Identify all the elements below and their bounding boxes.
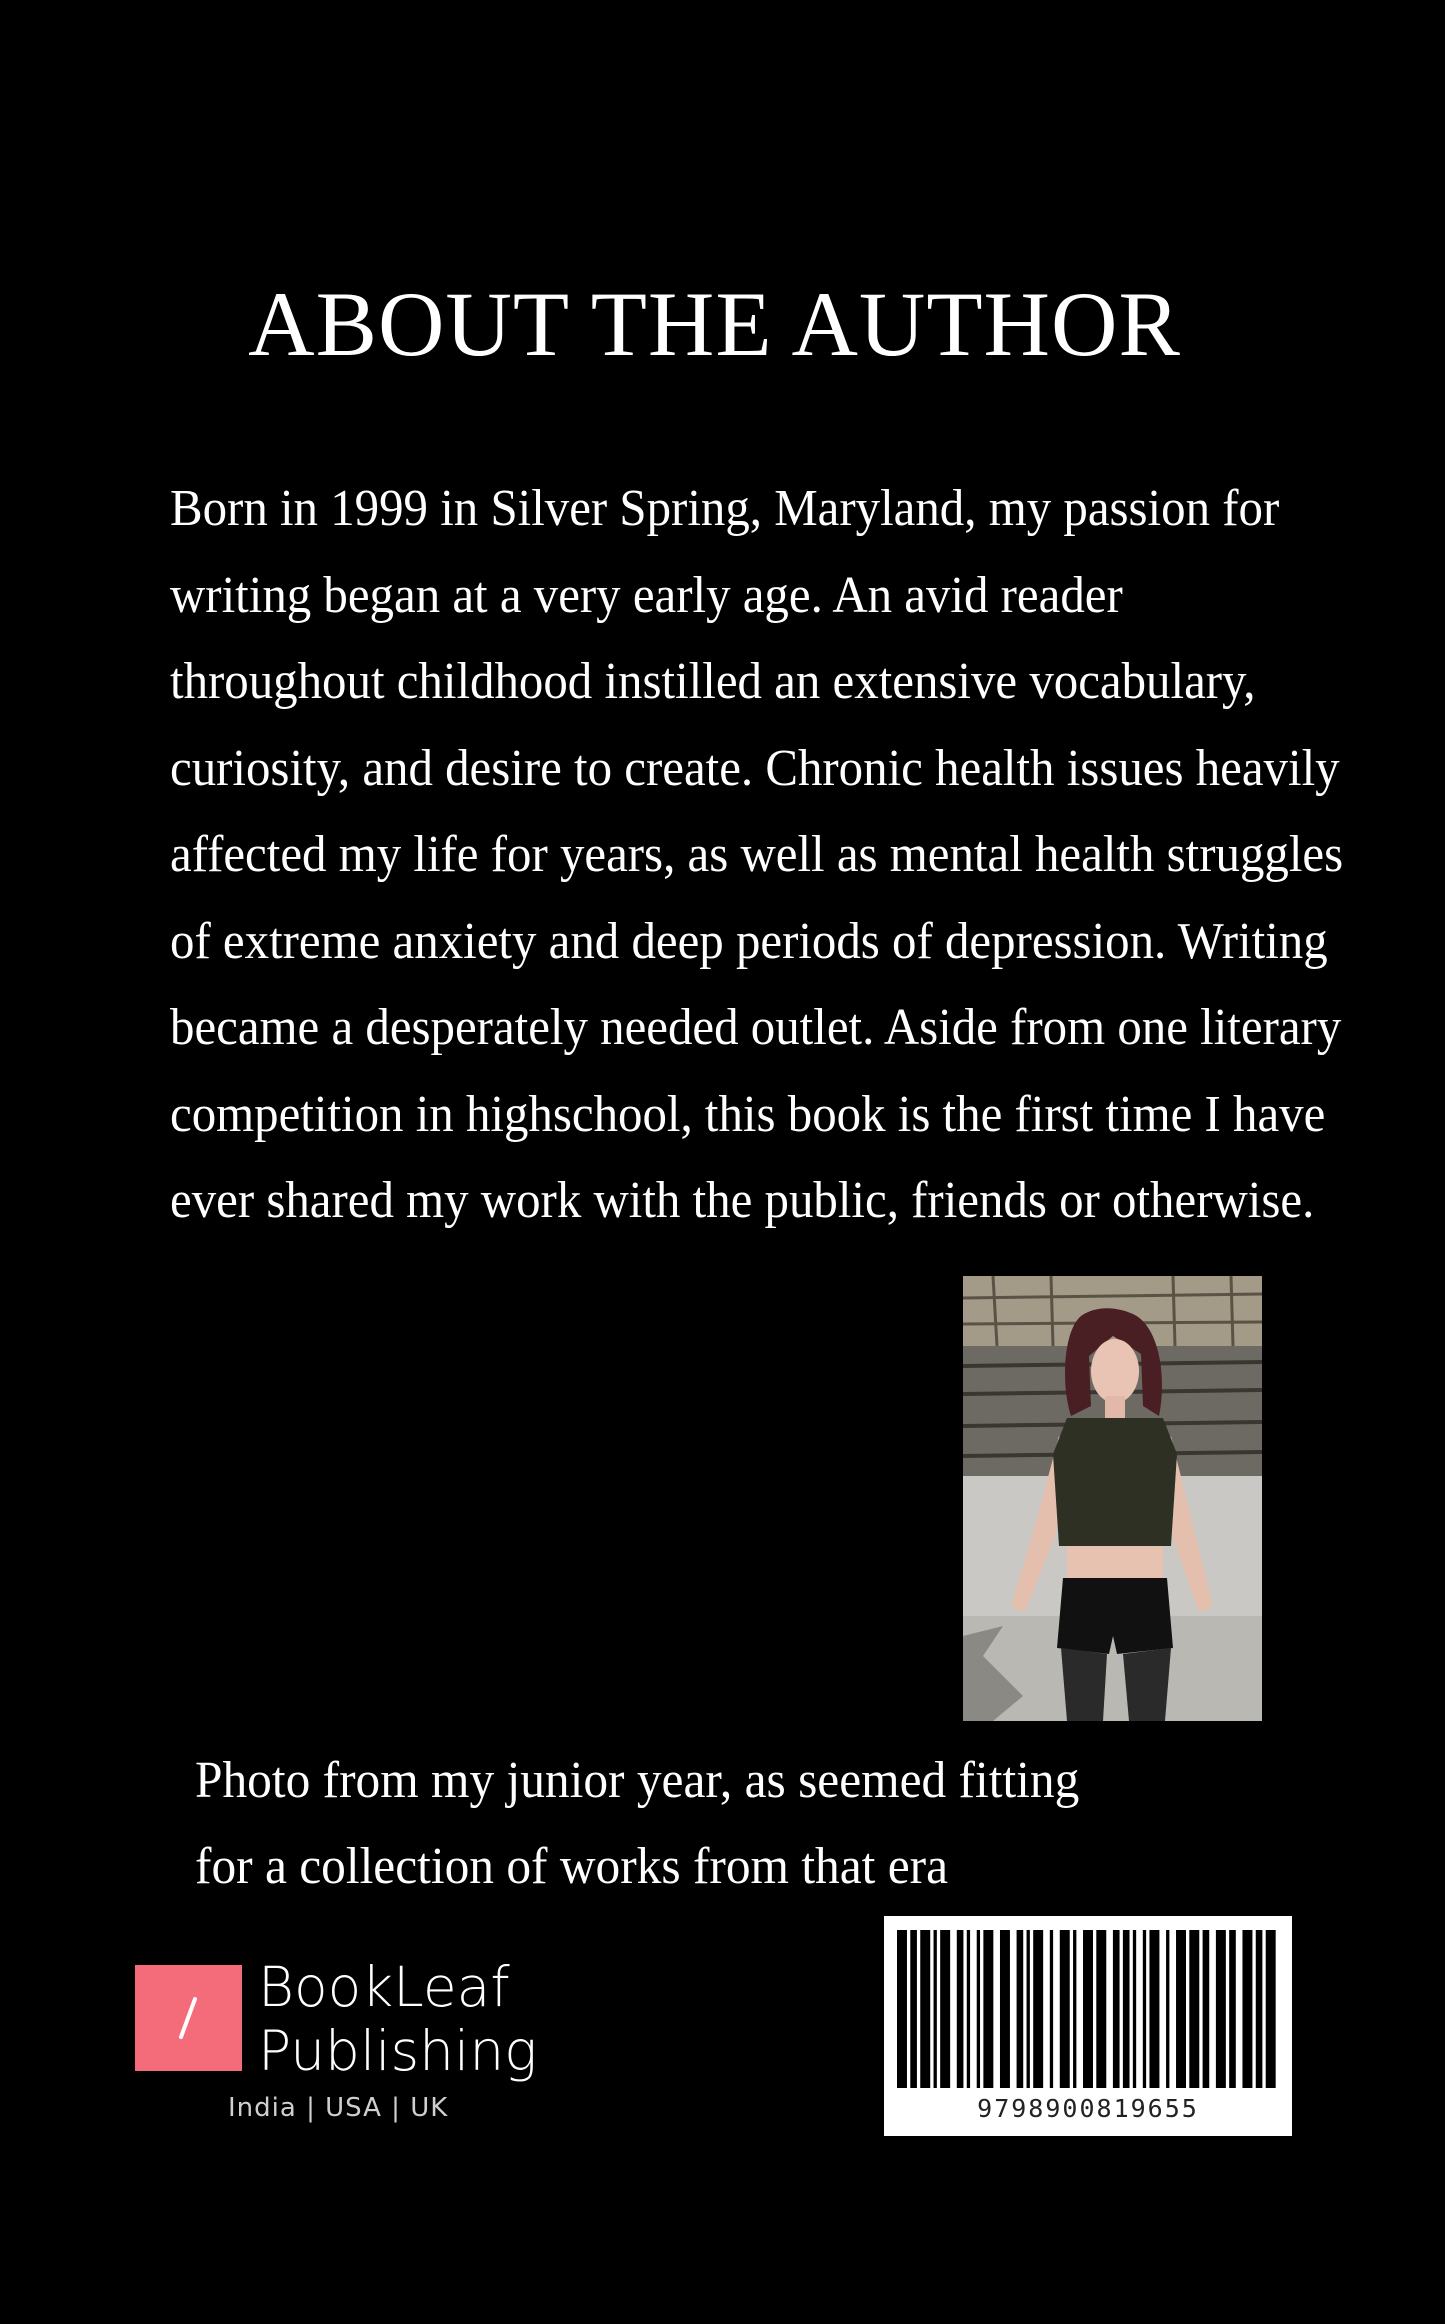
barcode-bar xyxy=(1060,1930,1070,2088)
publisher-name xyxy=(258,1955,537,2083)
publisher-logo-icon xyxy=(135,1965,242,2071)
barcode-bar xyxy=(940,1930,950,2088)
barcode-bar xyxy=(1266,1930,1276,2088)
author-photo xyxy=(963,1276,1262,1721)
caption-line: Photo from my junior year, as seemed fitting xyxy=(195,1752,1080,1809)
bio-line: throughout childhood instilled an extensive vocabulary, xyxy=(170,653,1256,710)
photo-caption xyxy=(195,1738,1195,1910)
barcode-bar xyxy=(1203,1930,1210,2088)
barcode-bar xyxy=(1176,1930,1186,2088)
barcode-bar xyxy=(977,1930,980,2088)
caption-line: for a collection of works from that era xyxy=(195,1838,949,1895)
barcode-bar xyxy=(1073,1930,1076,2088)
isbn-number: 9798900819655 xyxy=(977,2094,1199,2123)
barcode-bar xyxy=(897,1930,907,2088)
barcode-bar xyxy=(1113,1930,1120,2088)
barcode-bar xyxy=(1050,1930,1053,2088)
barcode-bar xyxy=(1033,1930,1043,2088)
barcode-bar xyxy=(983,1930,993,2088)
barcode-bar xyxy=(1229,1930,1236,2088)
barcode-bar xyxy=(957,1930,964,2088)
bio-line: curiosity, and desire to create. Chronic health issues heavily xyxy=(170,739,1340,797)
barcode-bar xyxy=(1166,1930,1169,2088)
publisher-regions: India | USA | UK xyxy=(228,2093,449,2123)
barcode-bar xyxy=(1133,1930,1136,2088)
barcode-bar xyxy=(910,1930,917,2088)
barcode-bar xyxy=(1189,1930,1199,2088)
author-bio xyxy=(170,466,1344,1245)
barcode-bar xyxy=(934,1930,937,2088)
isbn-barcode xyxy=(884,1916,1292,2136)
publisher-name-line1: BookLeaf xyxy=(258,1955,510,2019)
bio-line: writing began at a very early age. An avid reader xyxy=(170,566,1123,624)
barcode-bar xyxy=(1256,1930,1263,2088)
barcode-bar xyxy=(1096,1930,1106,2088)
barcode-bar xyxy=(920,1930,930,2088)
barcode-bar xyxy=(1216,1930,1226,2088)
barcode-bar xyxy=(1242,1930,1252,2088)
barcode-bars xyxy=(897,1930,1279,2088)
publisher-name-line2: Publishing xyxy=(258,2019,538,2083)
bio-line: ever shared my work with the public, friends or otherwise. xyxy=(170,1172,1315,1229)
barcode-bar xyxy=(1083,1930,1093,2088)
page-title: ABOUT THE AUTHOR xyxy=(248,273,1181,375)
bio-line: of extreme anxiety and deep periods of depression. Writing xyxy=(170,912,1328,970)
barcode-bar xyxy=(1143,1930,1146,2088)
barcode-bar xyxy=(1123,1930,1130,2088)
barcode-bar xyxy=(1149,1930,1159,2088)
bio-line: Born in 1999 in Silver Spring, Maryland, my passion for xyxy=(170,480,1280,537)
barcode-bar xyxy=(1027,1930,1030,2088)
bio-line: became a desperately needed outlet. Aside from one literary xyxy=(170,999,1342,1056)
bio-line: competition in highschool, this book is the first time I have xyxy=(170,1085,1326,1143)
barcode-bar xyxy=(967,1930,970,2088)
bio-line: affected my life for years, as well as mental health struggles xyxy=(170,826,1344,883)
barcode-bar xyxy=(1000,1930,1010,2088)
barcode-bar xyxy=(1017,1930,1024,2088)
